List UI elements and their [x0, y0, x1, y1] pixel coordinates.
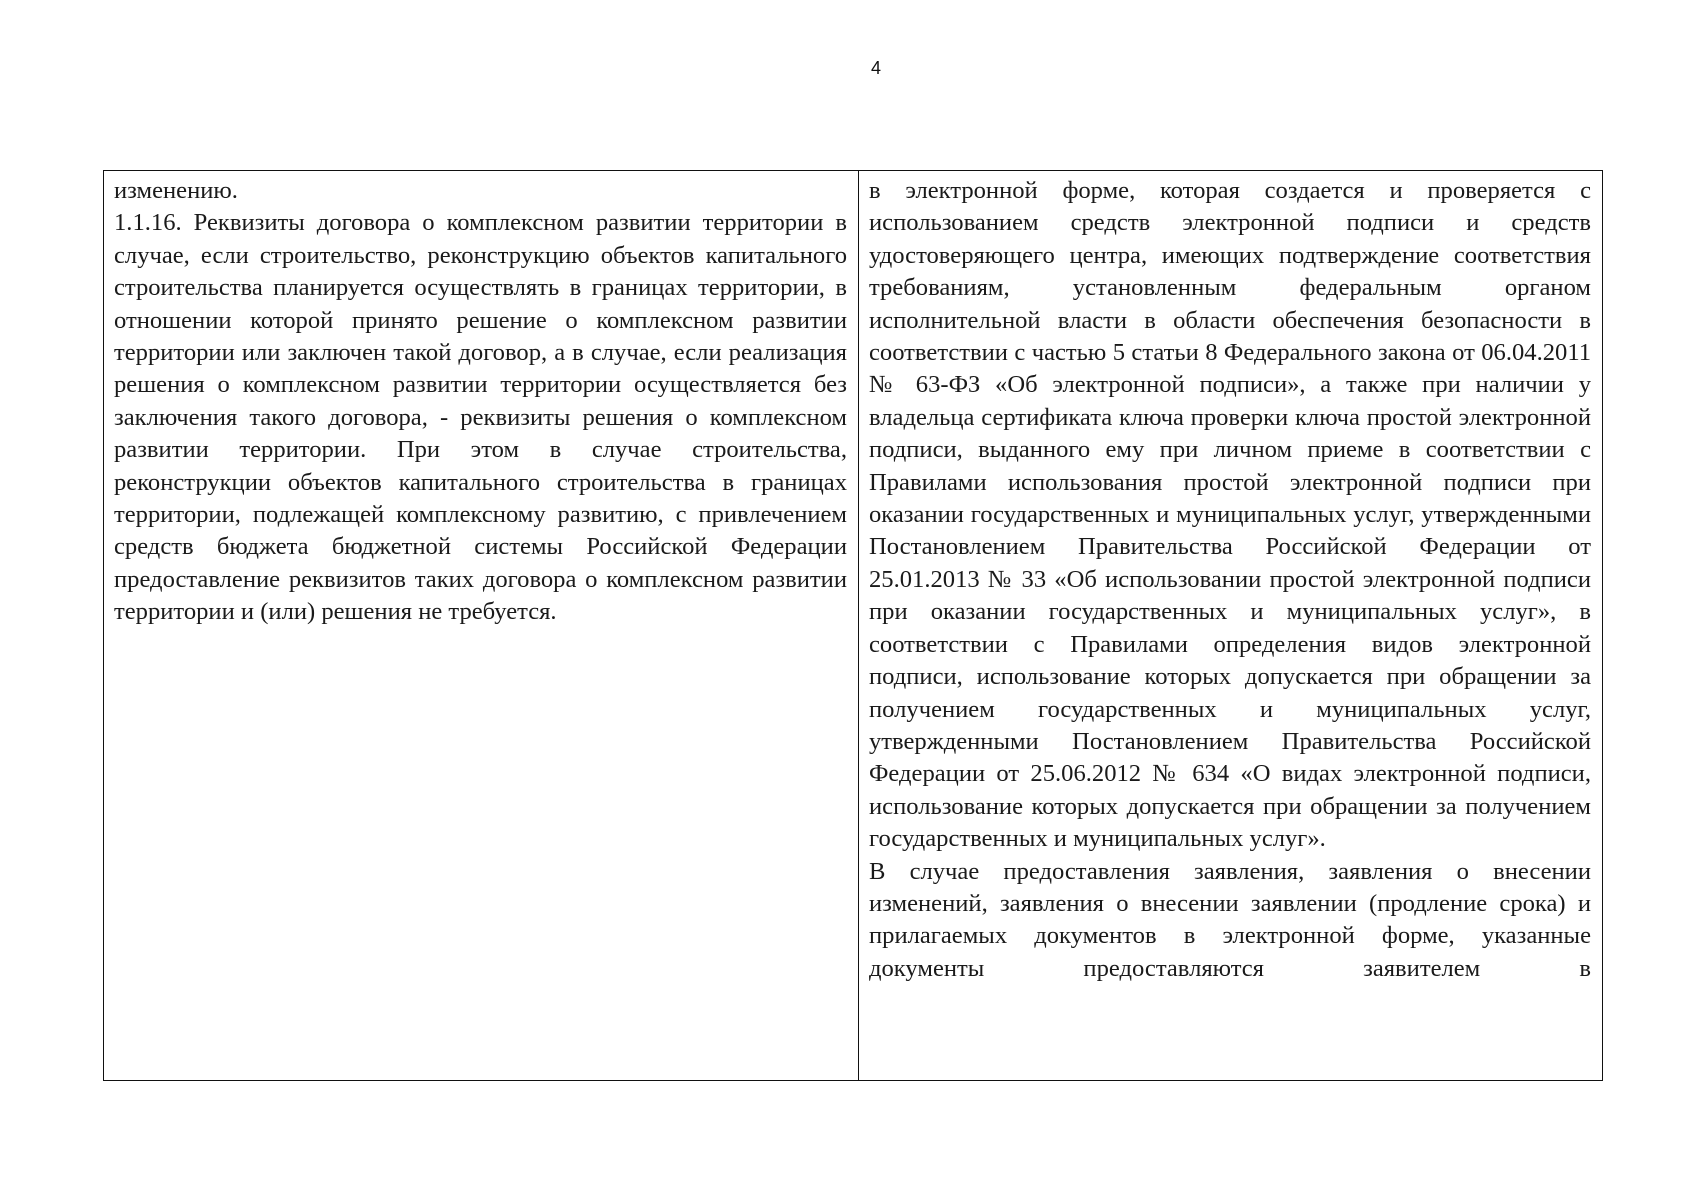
paragraph-item-1-1-16: 1.1.16. Реквизиты договора о комплексном развитии территории в случае, если строительство, реконструкцию объектов капитального строительства планируется осуществлять в границах территории, в отношении которой принято решение о комплексном развитии территории или заключен такой договор, а в случае, если реализация решения о комплексном развитии территории осуществляется без заключения такого договора, - реквизиты решения о комплексном развитии территории. При этом в случае строительства, реконструкции объектов капитального строительства в границах территории, подлежащей комплексному развитию, с привлечением средств бюджета бюджетной системы Российской Федерации предоставление реквизитов таких договора о комплексном развитии территории и (или) решения не требуется.	[114, 209, 847, 626]
document-table	[103, 170, 1603, 1081]
table-cell-right	[859, 171, 1602, 1080]
page-number: 4	[870, 58, 881, 78]
paragraph-continuation: изменению.	[114, 177, 238, 204]
table-cell-left	[104, 171, 859, 1080]
paragraph-electronic-submission: В случае предоставления заявления, заявления о внесении изменений, заявления о внесении заявлении (продление срока) и прилагаемых документов в электронной форме, указанные документы предоставляются заявителем в	[869, 857, 1591, 982]
paragraph-electronic-signature: в электронной форме, которая создается и проверяется с использованием средств электронной подписи и средств удостоверяющего центра, имеющих подтверждение соответствия требованиям, установленным федеральным органом исполнительной власти в области обеспечения безопасности в соответствии с частью 5 статьи 8 Федерального закона от 06.04.2011 № 63-ФЗ «Об электронной подписи», а также при наличии у владельца сертификата ключа проверки ключа простой электронной подписи, выданного ему при личном приеме в соответствии с Правилами использования простой электронной подписи при оказании государственных и муниципальных услуг, утвержденными Постановлением Правительства Российской Федерации от 25.01.2013 № 33 «Об использовании простой электронной подписи при оказании государственных и муниципальных услуг», в соответствии с Правилами определения видов электронной подписи, использование которых допускается при обращении за получением государственных и муниципальных услуг, утвержденными Постановлением Правительства Российской Федерации от 25.06.2012 № 634 «О видах электронной подписи, использование которых допускается при обращении за получением государственных и муниципальных услуг».	[869, 177, 1591, 853]
